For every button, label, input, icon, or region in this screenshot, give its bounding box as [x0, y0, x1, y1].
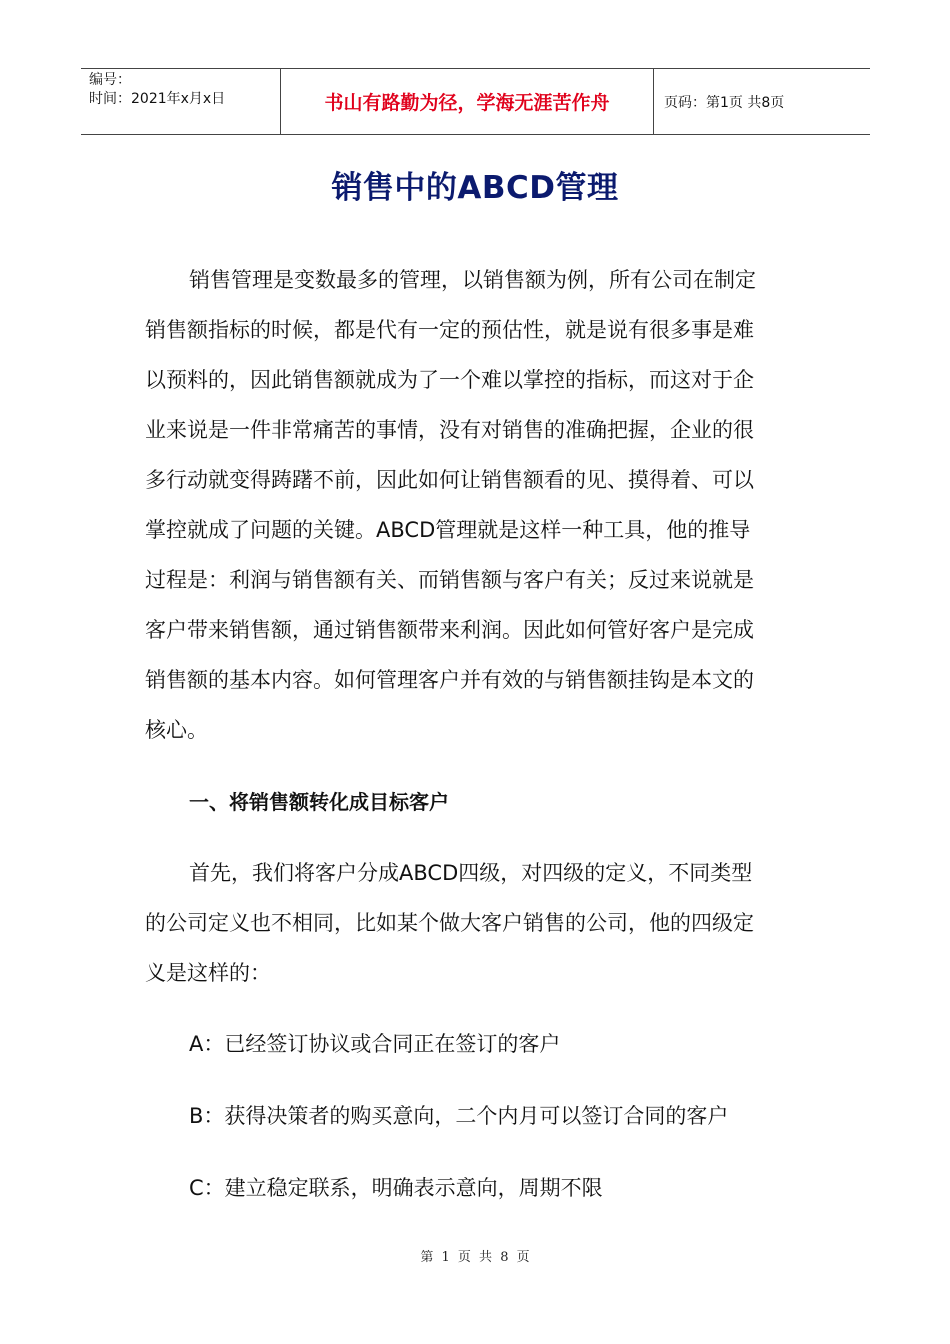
- paragraph-line: 客户带来销售额，通过销售额带来利润。因此如何管好客户是完成: [145, 618, 754, 642]
- header-page-cell: [654, 69, 870, 134]
- document-title: 销售中的ABCD管理: [331, 170, 619, 206]
- paragraph-line: 掌控就成了问题的关键。ABCD管理就是这样一种工具，他的推导: [145, 518, 751, 542]
- header-meta-cell: [81, 69, 281, 134]
- page-footer: 第 1 页 共 8 页: [420, 1250, 530, 1265]
- paragraph-line: 销售管理是变数最多的管理，以销售额为例，所有公司在制定: [189, 268, 756, 292]
- intro-paragraph: [145, 255, 795, 755]
- header-motto-cell: [281, 69, 654, 134]
- paragraph-line: 销售额的基本内容。如何管理客户并有效的与销售额挂钩是本文的: [145, 668, 754, 692]
- paragraph-line: 过程是：利润与销售额有关、而销售额与客户有关；反过来说就是: [145, 568, 754, 592]
- section-heading: 一、将销售额转化成目标客户: [189, 790, 449, 814]
- level-b-item: B：获得决策者的购买意向，二个内月可以签订合同的客户: [189, 1104, 729, 1128]
- section-paragraph: [145, 848, 795, 998]
- level-a-item: A：已经签订协议或合同正在签订的客户: [189, 1032, 561, 1056]
- paragraph-line: 首先，我们将客户分成ABCD四级，对四级的定义，不同类型: [189, 861, 753, 885]
- paragraph-line: 义是这样的：: [145, 961, 271, 985]
- paragraph-line: 的公司定义也不相同，比如某个做大客户销售的公司，他的四级定: [145, 911, 754, 935]
- motto-text: 书山有路勤为径，学海无涯苦作舟: [324, 92, 610, 114]
- time-label: 时间：2021年x月x日: [89, 91, 226, 107]
- level-c-item: C：建立稳定联系，明确表示意向，周期不限: [189, 1176, 603, 1200]
- number-label: 编号：: [89, 72, 131, 88]
- paragraph-line: 以预料的，因此销售额就成为了一个难以掌控的指标，而这对于企: [145, 368, 754, 392]
- paragraph-line: 多行动就变得踌躇不前，因此如何让销售额看的见、摸得着、可以: [145, 468, 754, 492]
- paragraph-line: 销售额指标的时候，都是代有一定的预估性，就是说有很多事是难: [145, 318, 754, 342]
- page-info: 页码：第1页 共8页: [664, 94, 785, 111]
- document-header: [81, 68, 870, 135]
- paragraph-line: 核心。: [145, 718, 208, 742]
- paragraph-line: 业来说是一件非常痛苦的事情，没有对销售的准确把握，企业的很: [145, 418, 754, 442]
